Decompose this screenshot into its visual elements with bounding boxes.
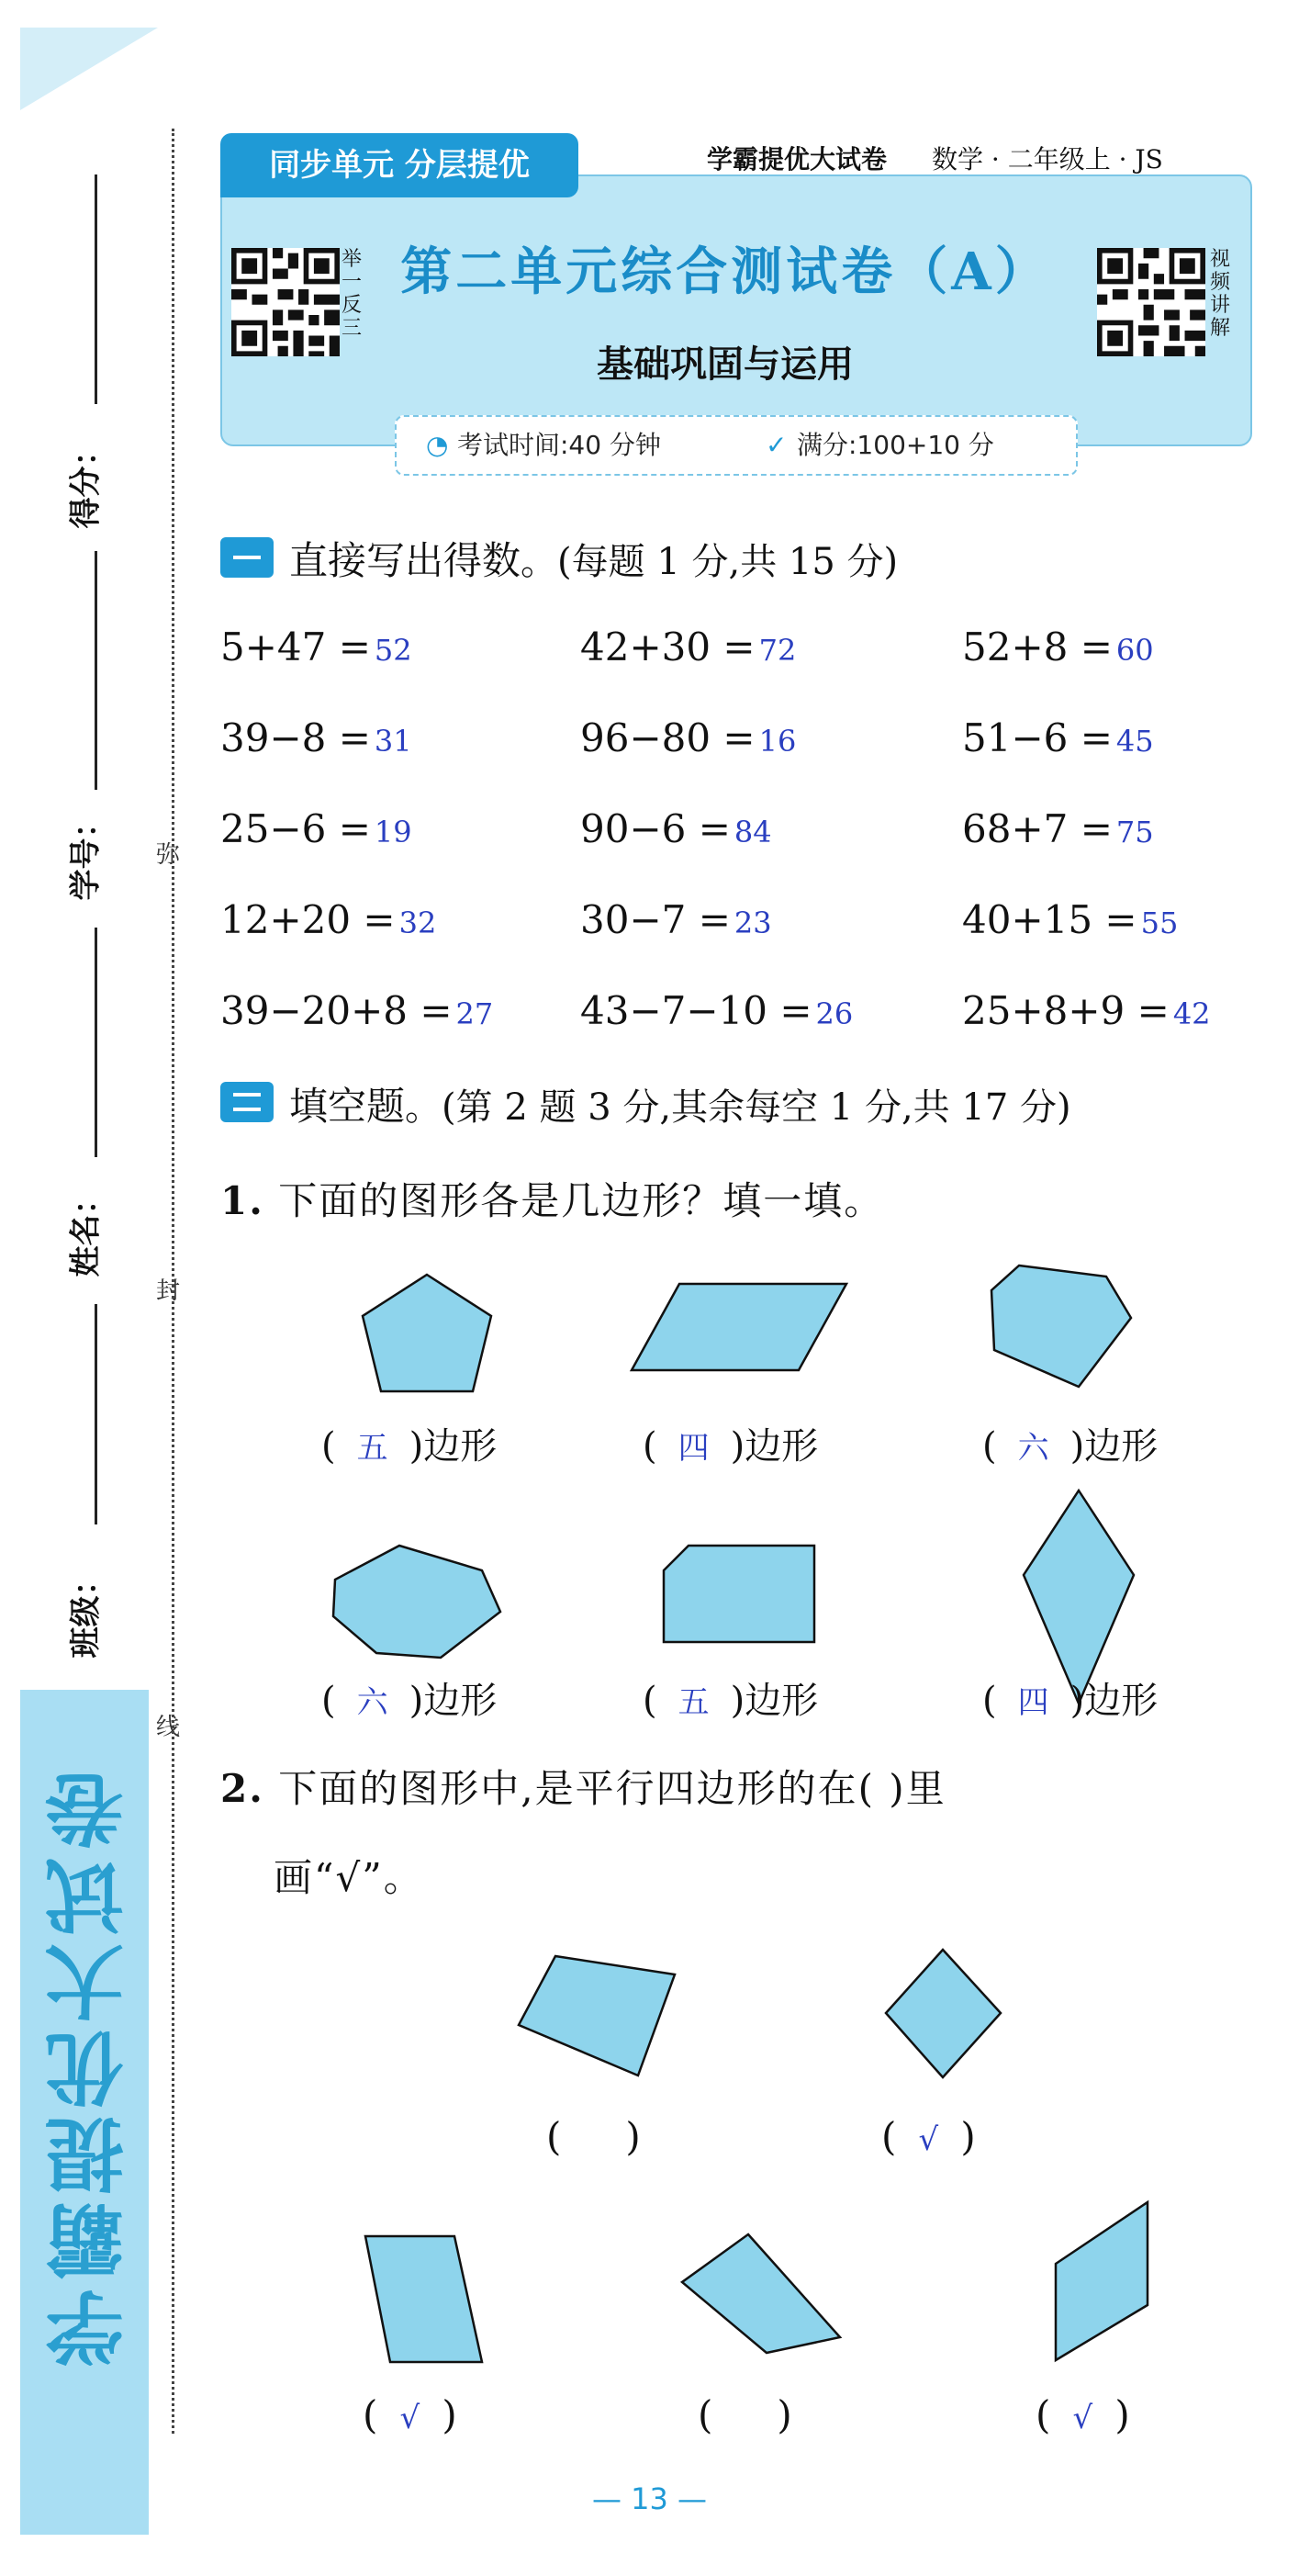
score-field-line[interactable] (95, 174, 97, 404)
answer-text[interactable]: √ (1072, 2400, 1093, 2436)
parallelogram-shape (629, 1281, 849, 1373)
arith-item: 90−6 = 84 (580, 806, 772, 851)
section-two-note: 。(第 2 题 3 分,其余每空 1 分,共 17 分) (405, 1086, 1071, 1129)
section-one-note: 。(每题 1 分,共 15 分) (521, 541, 899, 583)
clock-icon: ◔ (426, 430, 449, 460)
class-field-label: 班级： (67, 1564, 105, 1659)
check-box: ( ) (546, 2114, 641, 2159)
full-score: 满分:100+10 分 (797, 430, 994, 460)
shape-answer: ( 四 )边形 (643, 1417, 818, 1469)
arith-item: 43−7−10 = 26 (580, 988, 854, 1033)
arith-item: 25+8+9 = 42 (962, 988, 1211, 1033)
arith-item: 40+15 = 55 (962, 897, 1179, 942)
quadrilateral-shape (679, 2232, 845, 2356)
seal-char: 封 (156, 1277, 181, 1305)
arith-item: 52+8 = 60 (962, 624, 1154, 669)
qr-code-icon[interactable] (231, 248, 340, 356)
answer-text[interactable]: 60 (1115, 633, 1154, 668)
section-one-title (289, 531, 898, 586)
book-subject: 数学 · 二年级上 · JS (932, 144, 1163, 174)
answer-text[interactable]: 52 (374, 633, 412, 668)
answer-text[interactable]: √ (918, 2121, 939, 2158)
answer-text[interactable]: 72 (758, 633, 797, 668)
qr-left-caption: 举一反三 (342, 248, 363, 340)
answer-text[interactable]: 五 (356, 1430, 388, 1467)
question-2-line2: 画“√”。 (274, 1855, 424, 1900)
qr-code-icon[interactable] (1097, 248, 1205, 356)
sync-unit-tag: 同步单元 分层提优 (220, 133, 578, 197)
exam-time: 考试时间:40 分钟 (457, 430, 661, 460)
rhombus-shape (881, 1947, 1005, 2080)
question-2: 2. 下面的图形中,是平行四边形的在( )里 (220, 1766, 946, 1811)
question-number: 2. (220, 1766, 264, 1811)
arith-item: 39−20+8 = 27 (220, 988, 494, 1033)
answer-text[interactable]: 32 (398, 906, 437, 940)
arith-item: 42+30 = 72 (580, 624, 797, 669)
answer-text[interactable]: 16 (758, 724, 797, 759)
arith-item: 51−6 = 45 (962, 715, 1154, 760)
exam-info-bar (395, 415, 1078, 476)
check-box: ( ) (698, 2392, 792, 2437)
question-number: 1. (220, 1178, 264, 1223)
arith-item: 39−8 = 31 (220, 715, 412, 760)
section-one-badge (220, 537, 274, 578)
question-1: 1. 下面的图形各是几边形？填一填。 (220, 1178, 885, 1223)
check-box: ( √ ) (1036, 2392, 1130, 2437)
page-number: — 13 — (591, 2481, 708, 2516)
seal-dotted-line (172, 129, 174, 2434)
score-field-label: 得分： (67, 434, 105, 529)
arith-item: 12+20 = 32 (220, 897, 437, 942)
answer-text[interactable]: 31 (374, 724, 412, 759)
arith-item: 25−6 = 19 (220, 806, 412, 851)
section-two-badge (220, 1082, 274, 1122)
shape-answer: ( 六 )边形 (321, 1671, 497, 1724)
student-id-field-label: 学号： (67, 806, 105, 901)
seal-char: 线 (156, 1714, 181, 1741)
arith-item: 5+47 = 52 (220, 624, 412, 669)
arith-item: 96−80 = 16 (580, 715, 797, 760)
answer-text[interactable]: 六 (1017, 1430, 1049, 1467)
answer-text[interactable]: 六 (356, 1684, 388, 1721)
brand-vertical-text: 学霸提优大试卷 (45, 1763, 138, 2368)
pentagon-shape (661, 1543, 817, 1646)
arith-item: 68+7 = 75 (962, 806, 1154, 851)
section-two-title-text: 填空题 (289, 1084, 406, 1129)
answer-text[interactable]: 45 (1115, 724, 1154, 759)
answer-text[interactable]: 42 (1172, 996, 1211, 1031)
arith-item: 30−7 = 23 (580, 897, 772, 942)
answer-text[interactable]: 75 (1115, 815, 1154, 849)
check-box: ( √ ) (363, 2392, 457, 2437)
corner-decoration (20, 28, 158, 110)
parallelogram-shape (1051, 2199, 1152, 2365)
name-field-line[interactable] (95, 928, 97, 1157)
check-circle-icon: ✓ (766, 430, 788, 460)
class-field-line[interactable] (95, 1304, 97, 1524)
answer-text[interactable]: 23 (733, 906, 772, 940)
hexagon-shape (330, 1543, 505, 1662)
parallelogram-shape (363, 2232, 487, 2365)
student-id-field-line[interactable] (95, 551, 97, 790)
answer-text[interactable]: 27 (455, 996, 494, 1031)
section-two-title (289, 1076, 1071, 1131)
name-field-label: 姓名： (67, 1183, 105, 1277)
shape-answer: ( 六 )边形 (982, 1417, 1158, 1469)
book-title: 学霸提优大试卷 (707, 144, 888, 174)
answer-text[interactable]: 19 (374, 815, 412, 849)
shape-answer: ( 四 )边形 (982, 1671, 1158, 1724)
answer-text[interactable]: 84 (733, 815, 772, 849)
answer-text[interactable]: 26 (815, 996, 854, 1031)
check-box: ( √ ) (881, 2114, 976, 2159)
quadrilateral-shape (514, 1952, 679, 2080)
answer-text[interactable]: 五 (677, 1684, 710, 1721)
seal-char: 弥 (156, 841, 181, 869)
answer-text[interactable]: 55 (1140, 906, 1179, 940)
page-title: 第二单元综合测试卷（A） (400, 242, 1050, 302)
shape-answer: ( 五 )边形 (321, 1417, 497, 1469)
answer-text[interactable]: √ (399, 2400, 420, 2436)
page-subtitle: 基础巩固与运用 (597, 343, 854, 386)
hexagon-shape (987, 1263, 1134, 1391)
answer-text[interactable]: 四 (1017, 1684, 1049, 1721)
section-one-title-text: 直接写出得数 (289, 538, 521, 583)
answer-text[interactable]: 四 (677, 1430, 710, 1467)
pentagon-shape (358, 1272, 496, 1396)
qr-right-caption: 视频讲解 (1210, 248, 1231, 340)
shape-answer: ( 五 )边形 (643, 1671, 818, 1724)
